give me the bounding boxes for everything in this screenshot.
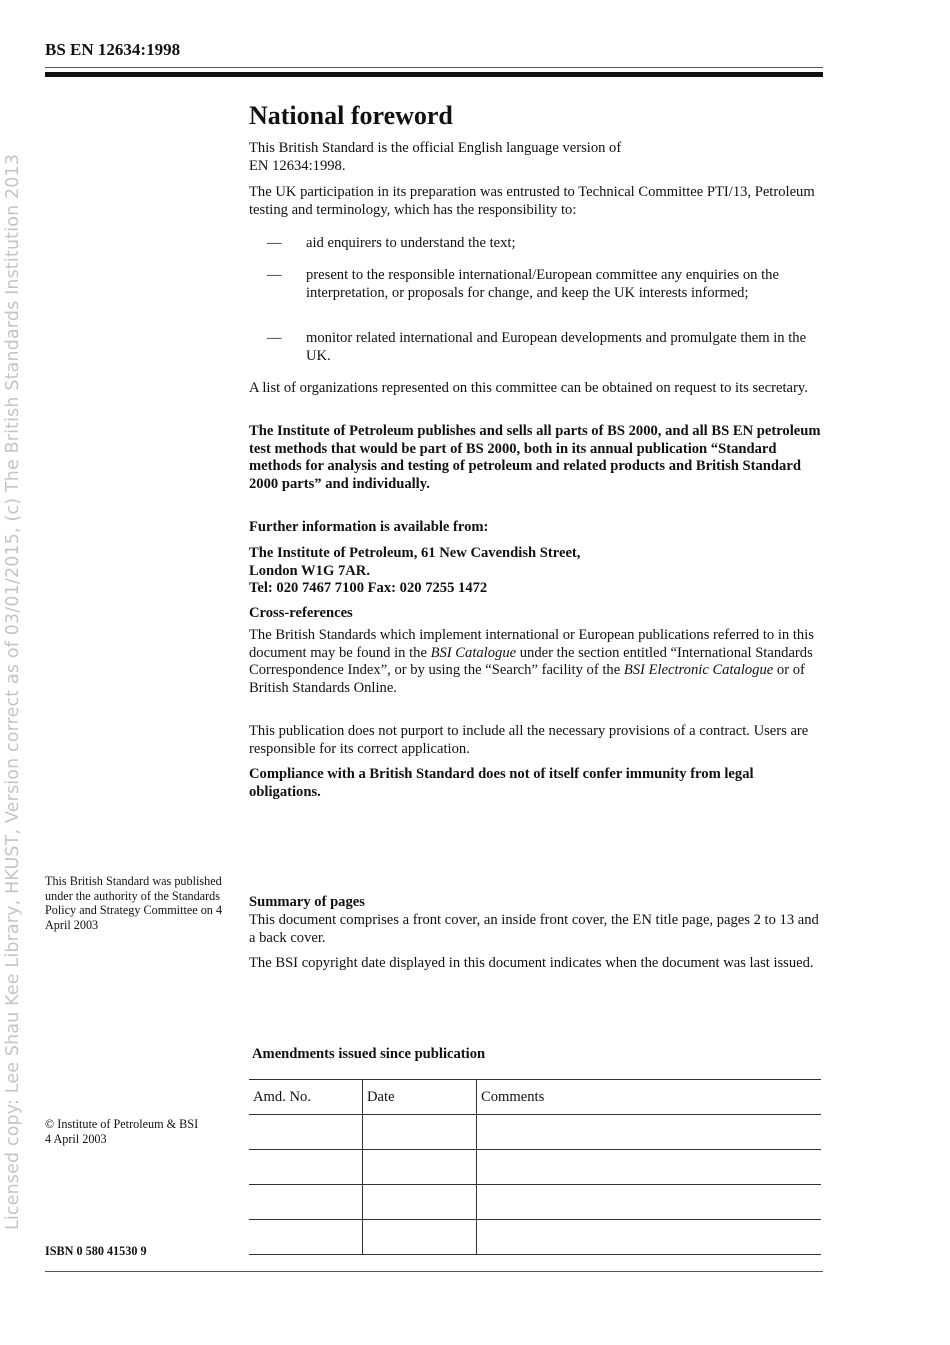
list-item-text: present to the responsible international/European committee any enquiries on the interpretation, or proposals for change, and keep the UK interests informed; (306, 267, 779, 301)
document-code: BS EN 12634:1998 (45, 40, 181, 59)
summary-text: This document comprises a front cover, an inside front cover, the EN title page, pages 2 to 13 and a back cover. (249, 912, 819, 946)
bsi-electronic-catalogue-title: BSI Electronic Catalogue (623, 662, 774, 678)
table-row (249, 1150, 821, 1185)
copyright-date-text: The BSI copyright date displayed in this document indicates when the document was last issued. (249, 955, 814, 971)
bsi-catalogue-title: BSI Catalogue (430, 644, 517, 661)
table-cell (363, 1185, 477, 1220)
copyright-line: © Institute of Petroleum & BSI (45, 1117, 199, 1131)
responsibility-item-2 (249, 267, 823, 302)
contact-line: Tel: 020 7467 7100 Fax: 020 7255 1472 (249, 580, 488, 596)
ip-address (249, 545, 823, 598)
table-cell (249, 1115, 363, 1150)
table-header-row (249, 1080, 821, 1115)
crossref-heading: Cross-references (249, 605, 353, 621)
table-cell (363, 1150, 477, 1185)
committee-text: The UK participation in its preparation was entrusted to Technical Committee PTI/13, Petroleum testing and terminology, which has the responsibility to: (249, 184, 815, 218)
header-rule-thin (45, 67, 823, 68)
table-cell (477, 1185, 822, 1220)
list-item-text: monitor related international and European developments and promulgate them in the UK. (306, 330, 807, 364)
crossref-text-a: The British Standards which implement international or European publications referred to in this document may be found in the (249, 627, 814, 661)
organizations-paragraph (249, 380, 823, 398)
table-cell (477, 1150, 822, 1185)
crossref-text (249, 627, 823, 697)
foreword-intro (249, 140, 823, 175)
dash-bullet: — (267, 330, 282, 346)
column-header-date: Date (363, 1080, 477, 1115)
table-row (249, 1115, 821, 1150)
copyright-date: 4 April 2003 (45, 1131, 107, 1146)
list-item (249, 330, 823, 365)
committee-paragraph (249, 184, 823, 219)
license-watermark: Licensed copy: Lee Shau Kee Library, HKUST, Version correct as of 03/01/2015, (c) The British Standards Institution 2013 (3, 153, 23, 1230)
table-cell (249, 1150, 363, 1185)
table-cell (249, 1185, 363, 1220)
organizations-text: A list of organizations represented on this committee can be obtained on request to its secretary. (249, 380, 808, 396)
address-line: The Institute of Petroleum, 61 New Cavendish Street, (249, 545, 581, 561)
intro-line-1: This British Standard is the official English language version of (249, 140, 622, 156)
column-header-comments: Comments (477, 1080, 822, 1115)
crossref-paragraph (249, 627, 823, 697)
dash-bullet: — (267, 267, 282, 283)
isbn: ISBN 0 580 41530 9 (45, 1244, 147, 1258)
ip-publishes-text: The Institute of Petroleum publishes and sells all parts of BS 2000, and all BS EN petroleum test methods that would be part of BS 2000, both in its annual publication “Standard methods for analysis and testing of petroleum and related products and British Standard 2000 parts” and individually. (249, 423, 821, 492)
dash-bullet: — (267, 235, 282, 251)
page-title: National foreword (249, 101, 453, 130)
ip-publishes-paragraph (249, 423, 823, 493)
compliance-paragraph (249, 766, 823, 801)
list-item (249, 267, 823, 302)
amendments-title: Amendments issued since publication (252, 1046, 486, 1062)
header-rule-thick (45, 72, 823, 77)
crossref-text-c: under the section entitled “International Standards Correspondence Index”, or by using the “Search” facility of the (249, 644, 813, 678)
responsibility-item-1 (249, 235, 823, 253)
table-cell (363, 1115, 477, 1150)
footer-rule (45, 1271, 823, 1272)
publication-authority-note: This British Standard was published under the authority of the Standards Policy and Strategy Committee on 4 April 2003 (45, 874, 223, 932)
crossref-text-e: or of British Standards Online. (249, 662, 805, 696)
provisions-paragraph (249, 723, 823, 758)
table-row (249, 1185, 821, 1220)
list-item-text: aid enquirers to understand the text; (306, 235, 516, 251)
copyright-date-paragraph (249, 955, 823, 973)
amendments-table (249, 1079, 821, 1255)
summary-paragraph (249, 912, 823, 947)
compliance-text: Compliance with a British Standard does not of itself confer immunity from legal obligations. (249, 766, 754, 800)
table-cell (363, 1220, 477, 1255)
further-info: Further information is available from: (249, 519, 489, 535)
responsibility-item-3 (249, 330, 823, 365)
intro-line-2: EN 12634:1998. (249, 157, 346, 174)
address-line: London W1G 7AR. (249, 562, 370, 579)
table-cell (477, 1115, 822, 1150)
table-cell (249, 1220, 363, 1255)
table-cell (477, 1220, 822, 1255)
list-item (249, 235, 823, 253)
column-header-amd-no: Amd. No. (249, 1080, 363, 1115)
table-row (249, 1220, 821, 1255)
summary-heading: Summary of pages (249, 894, 365, 910)
provisions-text: This publication does not purport to include all the necessary provisions of a contract. Users are responsible for its correct application. (249, 723, 809, 757)
copyright-notice (45, 1117, 230, 1146)
